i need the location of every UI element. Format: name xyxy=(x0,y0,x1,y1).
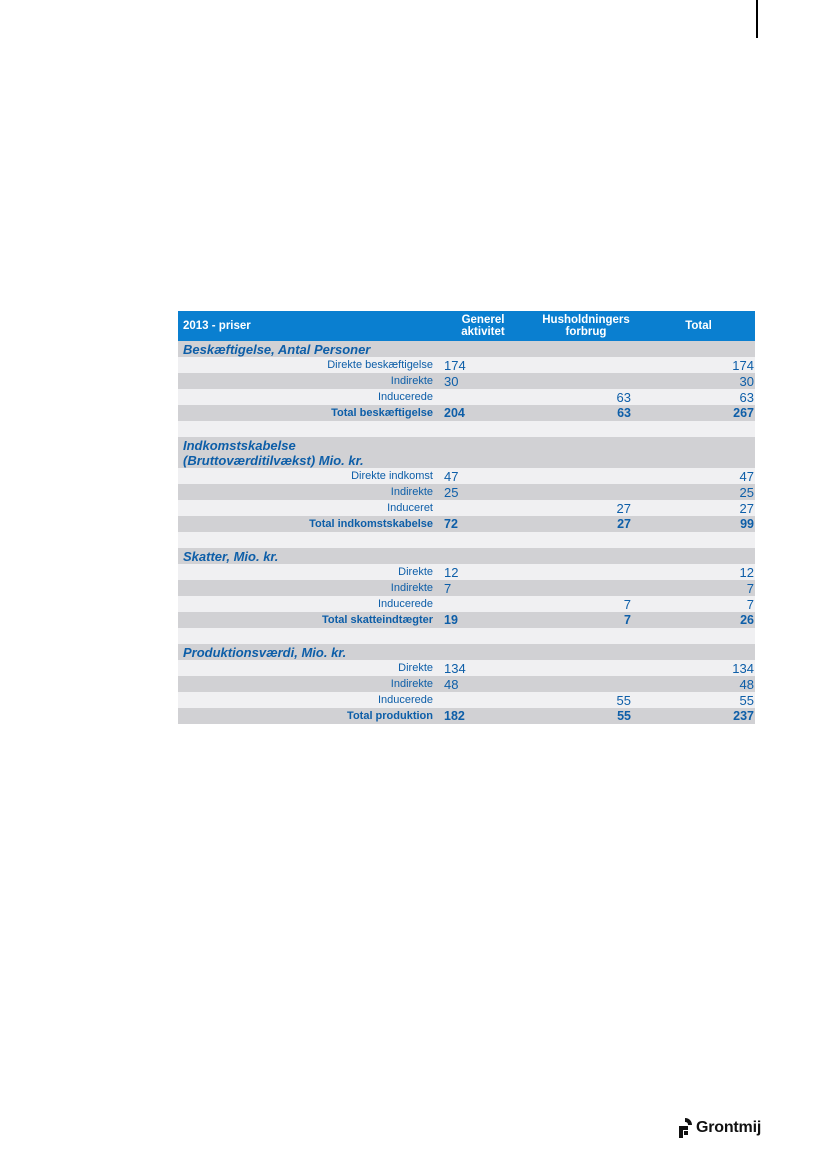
table-row xyxy=(178,484,755,500)
cell-husholdning xyxy=(530,580,642,596)
header-generel-aktivitet: Generel aktivitet xyxy=(461,314,505,338)
row-label: Indirekte xyxy=(178,373,436,389)
total-label: Total beskæftigelse xyxy=(178,405,436,421)
cell-husholdning xyxy=(530,676,642,692)
cell-generel: 12 xyxy=(436,564,530,580)
cell-total: 48 xyxy=(642,676,755,692)
cell-total: 27 xyxy=(642,500,755,516)
header-total: Total xyxy=(685,320,712,332)
total-row xyxy=(178,612,755,628)
economic-impact-table xyxy=(178,311,755,724)
cell-generel xyxy=(436,500,530,516)
total-husholdning: 27 xyxy=(530,516,642,532)
table-row xyxy=(178,596,755,612)
header-husholdningers-forbrug: Husholdningers forbrug xyxy=(542,314,630,338)
table-row xyxy=(178,357,755,373)
section-title-row xyxy=(178,548,755,564)
cell-husholdning xyxy=(530,357,642,373)
cell-husholdning xyxy=(530,484,642,500)
cell-generel: 134 xyxy=(436,660,530,676)
row-label: Indirekte xyxy=(178,580,436,596)
spacer-row xyxy=(178,421,755,437)
section-title: Skatter, Mio. kr. xyxy=(178,548,755,564)
table-row xyxy=(178,564,755,580)
row-label: Indirekte xyxy=(178,676,436,692)
row-label: Inducerede xyxy=(178,596,436,612)
table-row xyxy=(178,500,755,516)
spacer-row xyxy=(178,532,755,548)
row-label: Indirekte xyxy=(178,484,436,500)
grontmij-logo xyxy=(676,1115,761,1141)
cell-total: 55 xyxy=(642,692,755,708)
section-title: Indkomstskabelse (Bruttoværditilvækst) Mio. kr. xyxy=(178,437,755,468)
cell-total: 47 xyxy=(642,468,755,484)
cell-husholdning: 7 xyxy=(530,596,642,612)
total-total: 99 xyxy=(642,516,755,532)
row-label: Direkte beskæftigelse xyxy=(178,357,436,373)
cell-generel: 47 xyxy=(436,468,530,484)
row-label: Inducerede xyxy=(178,389,436,405)
cell-husholdning: 63 xyxy=(530,389,642,405)
cell-generel: 30 xyxy=(436,373,530,389)
cell-husholdning xyxy=(530,564,642,580)
table-header-row xyxy=(178,311,755,341)
row-label: Direkte xyxy=(178,564,436,580)
total-label: Total indkomstskabelse xyxy=(178,516,436,532)
cell-total: 174 xyxy=(642,357,755,373)
cell-husholdning xyxy=(530,373,642,389)
cell-generel: 7 xyxy=(436,580,530,596)
cell-husholdning xyxy=(530,660,642,676)
total-row xyxy=(178,405,755,421)
section-title-row xyxy=(178,644,755,660)
cell-generel xyxy=(436,596,530,612)
cell-total: 25 xyxy=(642,484,755,500)
cell-generel xyxy=(436,389,530,405)
cell-total: 63 xyxy=(642,389,755,405)
total-generel: 19 xyxy=(436,612,530,628)
page-edge-line xyxy=(756,0,758,38)
cell-total: 12 xyxy=(642,564,755,580)
logo-wordmark: Grontmij xyxy=(696,1119,762,1136)
total-husholdning: 63 xyxy=(530,405,642,421)
section-title-row xyxy=(178,341,755,357)
table-row xyxy=(178,468,755,484)
table-row xyxy=(178,373,755,389)
total-generel: 182 xyxy=(436,708,530,724)
section-title-row xyxy=(178,437,755,468)
table-row xyxy=(178,389,755,405)
row-label: Induceret xyxy=(178,500,436,516)
total-husholdning: 7 xyxy=(530,612,642,628)
cell-total: 30 xyxy=(642,373,755,389)
table-row xyxy=(178,660,755,676)
total-label: Total skatteindtægter xyxy=(178,612,436,628)
cell-total: 7 xyxy=(642,596,755,612)
total-total: 26 xyxy=(642,612,755,628)
cell-husholdning: 27 xyxy=(530,500,642,516)
row-label: Inducerede xyxy=(178,692,436,708)
spacer-row xyxy=(178,628,755,644)
cell-generel xyxy=(436,692,530,708)
total-generel: 204 xyxy=(436,405,530,421)
row-label: Direkte indkomst xyxy=(178,468,436,484)
cell-husholdning xyxy=(530,468,642,484)
cell-generel: 48 xyxy=(436,676,530,692)
total-husholdning: 55 xyxy=(530,708,642,724)
table-row xyxy=(178,676,755,692)
section-title: Beskæftigelse, Antal Personer xyxy=(178,341,755,357)
table-row xyxy=(178,580,755,596)
grontmij-mark-icon xyxy=(676,1117,694,1139)
total-generel: 72 xyxy=(436,516,530,532)
total-row xyxy=(178,708,755,724)
cell-total: 134 xyxy=(642,660,755,676)
section-title: Produktionsværdi, Mio. kr. xyxy=(178,644,755,660)
total-row xyxy=(178,516,755,532)
cell-husholdning: 55 xyxy=(530,692,642,708)
cell-generel: 174 xyxy=(436,357,530,373)
total-label: Total produktion xyxy=(178,708,436,724)
cell-total: 7 xyxy=(642,580,755,596)
cell-generel: 25 xyxy=(436,484,530,500)
total-total: 267 xyxy=(642,405,755,421)
header-year-label: 2013 - priser xyxy=(183,320,251,332)
total-total: 237 xyxy=(642,708,755,724)
row-label: Direkte xyxy=(178,660,436,676)
table-row xyxy=(178,692,755,708)
